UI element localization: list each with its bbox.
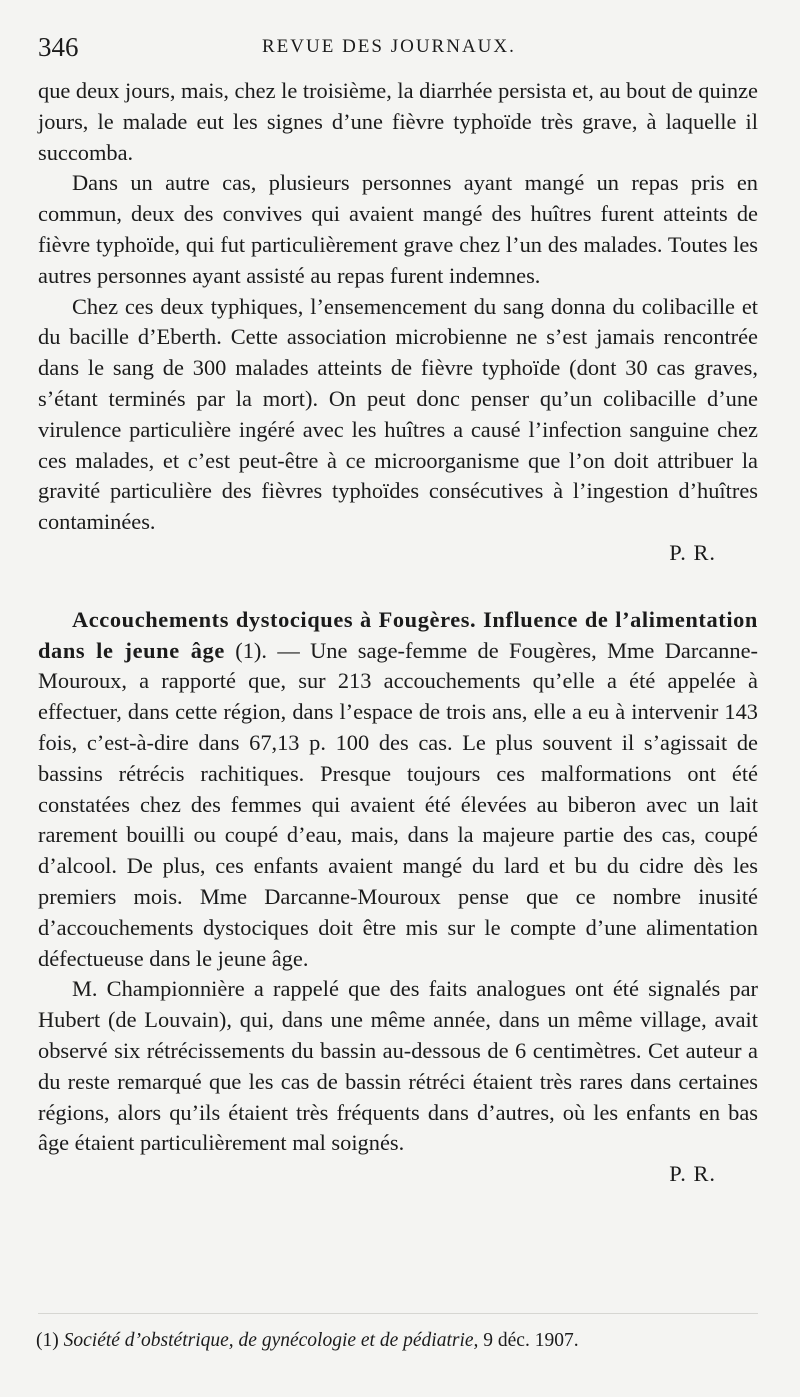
footnote-date: 9 déc. 1907. bbox=[483, 1330, 579, 1351]
footnote bbox=[36, 1330, 756, 1352]
signature-initials: P. R. bbox=[669, 1161, 716, 1187]
section-separator bbox=[38, 569, 758, 605]
running-head bbox=[38, 32, 760, 62]
paragraph-blood-culture: Chez ces deux typhiques, l’ensemencement du sang donna du colibacille et du bacille d’Eberth. Cette association microbienne ne s’est jamais rencontrée dans le sang de 300 malades atteints de fièvre typhoïde (dont 30 cas graves, s’étant terminés par la mort). On peut donc penser qu’un colibacille d’une virulence particulière ingéré avec les huîtres a causé l’infection sanguine chez ces malades, et c’est peut-être à ce microorganisme que l’on doit attribuer la gravité particulière des fièvres typhoïdes consécutives à l’ingestion d’huîtres contaminées. bbox=[38, 293, 758, 535]
article-heading-paragraph bbox=[38, 605, 758, 975]
footnote-number: (1) bbox=[36, 1330, 59, 1351]
paragraph-championniere: M. Championnière a rappelé que des faits analogues ont été signalés par Hubert (de Louvain), qui, dans une même année, dans un même village, avait observé six rétrécissements du bassin au-dessous de 6 centimètres. Cet auteur a du reste remarqué que les cas de bassin rétréci étaient très rares dans certaines régions, alors qu’ils étaient très fréquents dans d’autres, où les enfants en bas âge étaient particulièrement mal soignés. bbox=[38, 976, 758, 1156]
page-number: 346 bbox=[38, 32, 79, 62]
footnote-reference: (1). bbox=[235, 637, 267, 663]
body-text bbox=[38, 76, 758, 1190]
paragraph-continuation: que deux jours, mais, chez le troisième, la diarrhée persista et, au bout de quinze jours, le malade eut les signes d’une fièvre typhoïde très grave, à laquelle il succomba. bbox=[38, 78, 758, 165]
signature-initials: P. R. bbox=[669, 539, 716, 565]
footnote-source: Société d’obstétrique, de gynécologie et de pédiatrie, bbox=[63, 1330, 479, 1351]
paragraph-oyster-case: Dans un autre cas, plusieurs personnes ayant mangé un repas pris en commun, deux des convives qui avaient mangé des huîtres furent atteints de fièvre typhoïde, qui fut particulièrement grave chez l’un des malades. Toutes les autres personnes ayant assisté au repas furent indemnes. bbox=[38, 170, 758, 288]
article-title: Accouchements dystociques à Fougères. Influence de l’alimentation dans le jeune âge bbox=[38, 606, 758, 663]
journal-title: REVUE DES JOURNAUX. bbox=[262, 36, 516, 57]
footnote-divider bbox=[38, 1313, 758, 1314]
article-lead-text: — Une sage-femme de Fougères, Mme Darcanne-Mouroux, a rapporté que, sur 213 accouchements qu’elle a été appelée à effectuer, dans cette région, dans l’espace de trois ans, elle a eu à intervenir 143 fois, c’est-à-dire dans 67,13 p. 100 des cas. Le plus souvent il s’agissait de bassins rétrécis rachitiques. Presque toujours ces malformations ont été constatées chez des femmes qui avaient été élevées au biberon avec un lait rarement bouilli ou coupé d’eau, mais, dans la majeure partie des cas, coupé d’alcool. De plus, ces enfants avaient mangé du lard et bu du cidre dès les premiers mois. Mme Darcanne-Mouroux pense que ce nombre inusité d’accouchements dystociques doit être mis sur le compte d’une alimentation défectueuse dans le jeune âge. bbox=[38, 637, 758, 971]
